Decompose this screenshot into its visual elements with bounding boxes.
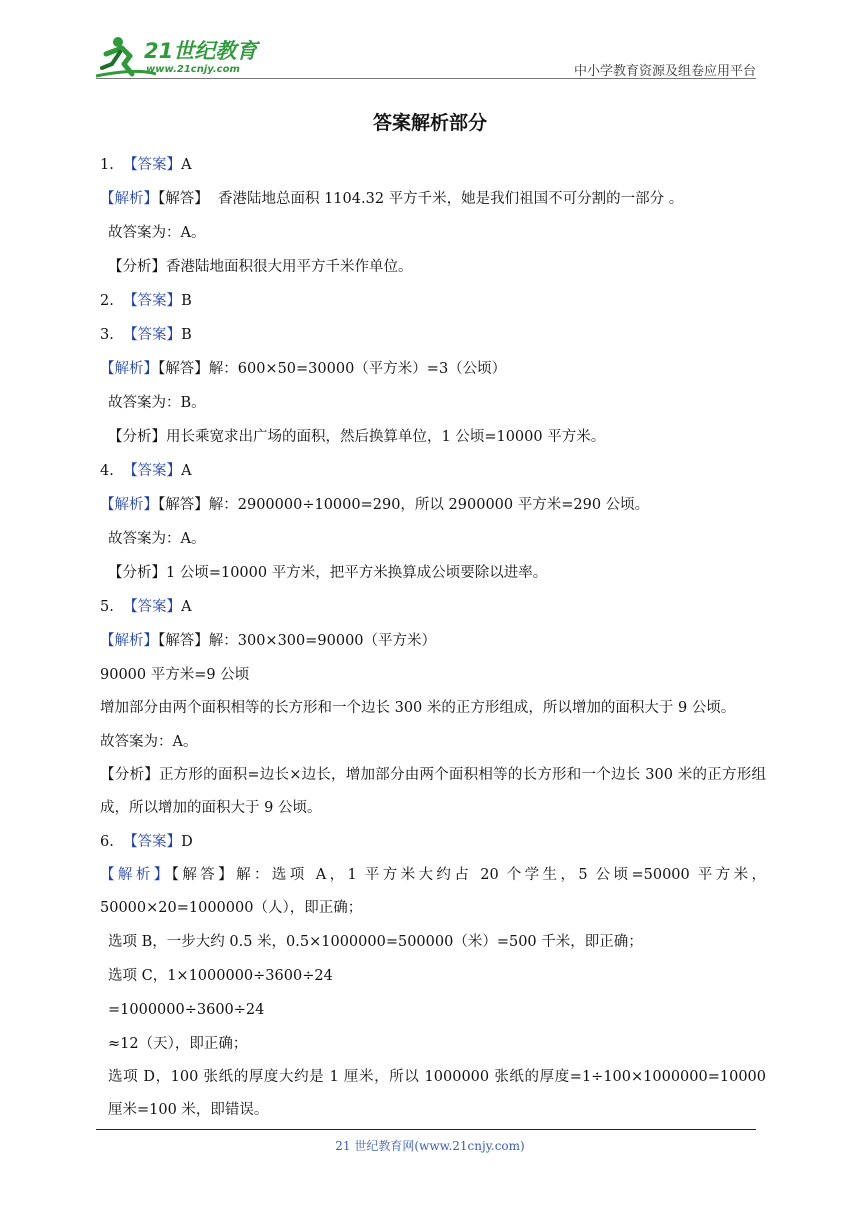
q6-number: 6. (100, 834, 114, 850)
q6-option-d: 选项 D，100 张纸的厚度大约是 1 厘米，所以 1000000 张纸的厚度=1÷100×1000000=10000 厘米=100 米，即错误。 (108, 1069, 766, 1118)
q1-answer-line (100, 148, 766, 182)
q5-jiexi-tag: 【解析】 (100, 633, 158, 649)
q5-fenxi-tag: 【分析】 (100, 767, 159, 783)
q6-explain: 解：选项 A，1 平方米大约占 20 个学生，5 公顷=50000 平方米，50000×20=1000000（人），即正确； (100, 867, 767, 916)
q3-jieda-tag: 【解答】 (158, 361, 209, 377)
q5-fenxi: 正方形的面积=边长×边长，增加部分由两个面积相等的长方形和一个边长 300 米的正方形组成，所以增加的面积大于 9 公顷。 (100, 767, 766, 816)
q3-explain: 解：600×50=30000（平方米）=3（公顷） (208, 361, 507, 377)
header-platform-text: 中小学教育资源及组卷应用平台 (573, 64, 756, 79)
q5-jieda-tag: 【解答】 (158, 633, 209, 649)
q4-number: 4. (100, 463, 114, 479)
q6-jieda-tag: 【解答】 (171, 867, 237, 883)
q4-explain: 解：2900000÷10000=290，所以 2900000 平方米=290 公顷。 (208, 497, 650, 513)
q1-explain: 香港陆地总面积 1104.32 平方千米，她是我们祖国不可分割的一部分 。 (217, 191, 684, 207)
q1-analysis-line (100, 250, 766, 284)
q1-jieda-tag: 【解答】 (158, 191, 209, 207)
q1-jiexi-tag: 【解析】 (100, 191, 158, 207)
page-header (96, 34, 756, 82)
q2-answer-line (100, 284, 766, 318)
q6-option-c-2: =1000000÷3600÷24 (108, 1002, 265, 1018)
q4-fenxi-tag: 【分析】 (108, 565, 166, 581)
page-title: 答案解析部分 (372, 112, 487, 134)
logo-url: www.21cnjy.com (146, 64, 240, 75)
logo-text: 21世纪教育 (144, 39, 258, 63)
q6-option-c-3: ≈12（天），即正确； (108, 1036, 248, 1052)
q5-analysis-line (100, 759, 766, 825)
q5-answer-line (100, 590, 766, 624)
q1-answer: A (181, 157, 192, 173)
q3-conclusion: 故答案为：B。 (108, 395, 206, 411)
q5-step2: 90000 平方米=9 公顷 (100, 667, 250, 683)
q6-option-c-1: 选项 C，1×1000000÷3600÷24 (108, 968, 333, 984)
q5-answer-tag: 【答案】 (123, 599, 182, 615)
q6-answer-tag: 【答案】 (123, 834, 182, 850)
q1-number: 1. (100, 157, 114, 173)
q5-explain: 解：300×300=90000（平方米） (208, 633, 437, 649)
q1-answer-tag: 【答案】 (123, 157, 182, 173)
q6-answer-line (100, 825, 766, 859)
q4-fenxi: 1 公顷=10000 平方米，把平方米换算成公顷要除以进率。 (166, 565, 548, 581)
q3-explain-line (100, 352, 766, 386)
q3-answer-line (100, 318, 766, 352)
q5-conclusion: 故答案为：A。 (100, 734, 198, 750)
q5-number: 5. (100, 599, 114, 615)
q6-explain-line (100, 859, 766, 925)
q6-jiexi-tag: 【解析】 (100, 867, 172, 883)
q2-answer-tag: 【答案】 (123, 293, 182, 309)
q1-conclusion: 故答案为：A。 (108, 225, 206, 241)
q5-explain-line (100, 624, 766, 658)
footer-text: 21 世纪教育网(www.21cnjy.com) (335, 1139, 525, 1153)
q3-answer: B (181, 327, 192, 343)
q3-fenxi-tag: 【分析】 (108, 429, 166, 445)
q4-answer-tag: 【答案】 (123, 463, 182, 479)
logo-21cnjy (96, 34, 266, 80)
q3-analysis-line (100, 420, 766, 454)
q2-answer: B (181, 293, 192, 309)
q4-conclusion: 故答案为：A。 (108, 531, 206, 547)
q5-step3: 增加部分由两个面积相等的长方形和一个边长 300 米的正方形组成，所以增加的面积大于 9 公顷。 (100, 700, 736, 716)
q5-answer: A (181, 599, 192, 615)
q3-jiexi-tag: 【解析】 (100, 361, 158, 377)
q4-jieda-tag: 【解答】 (158, 497, 209, 513)
q4-analysis-line (100, 556, 766, 590)
q1-explain-line (100, 182, 766, 216)
q6-answer: D (181, 834, 193, 850)
q3-fenxi: 用长乘宽求出广场的面积，然后换算单位，1 公顷=10000 平方米。 (166, 429, 606, 445)
q1-fenxi-tag: 【分析】 (108, 259, 166, 275)
q3-number: 3. (100, 327, 114, 343)
q4-answer-line (100, 454, 766, 488)
q4-answer: A (181, 463, 192, 479)
q2-number: 2. (100, 293, 114, 309)
q1-fenxi: 香港陆地面积很大用平方千米作单位。 (166, 259, 413, 275)
footer-divider (96, 1129, 756, 1130)
q4-explain-line (100, 488, 766, 522)
header-divider (96, 78, 756, 79)
q6-option-b: 选项 B，一步大约 0.5 米，0.5×1000000=500000（米）=500 千米，即正确； (108, 934, 643, 950)
q4-jiexi-tag: 【解析】 (100, 497, 158, 513)
answer-content (100, 148, 766, 1127)
q3-answer-tag: 【答案】 (123, 327, 182, 343)
